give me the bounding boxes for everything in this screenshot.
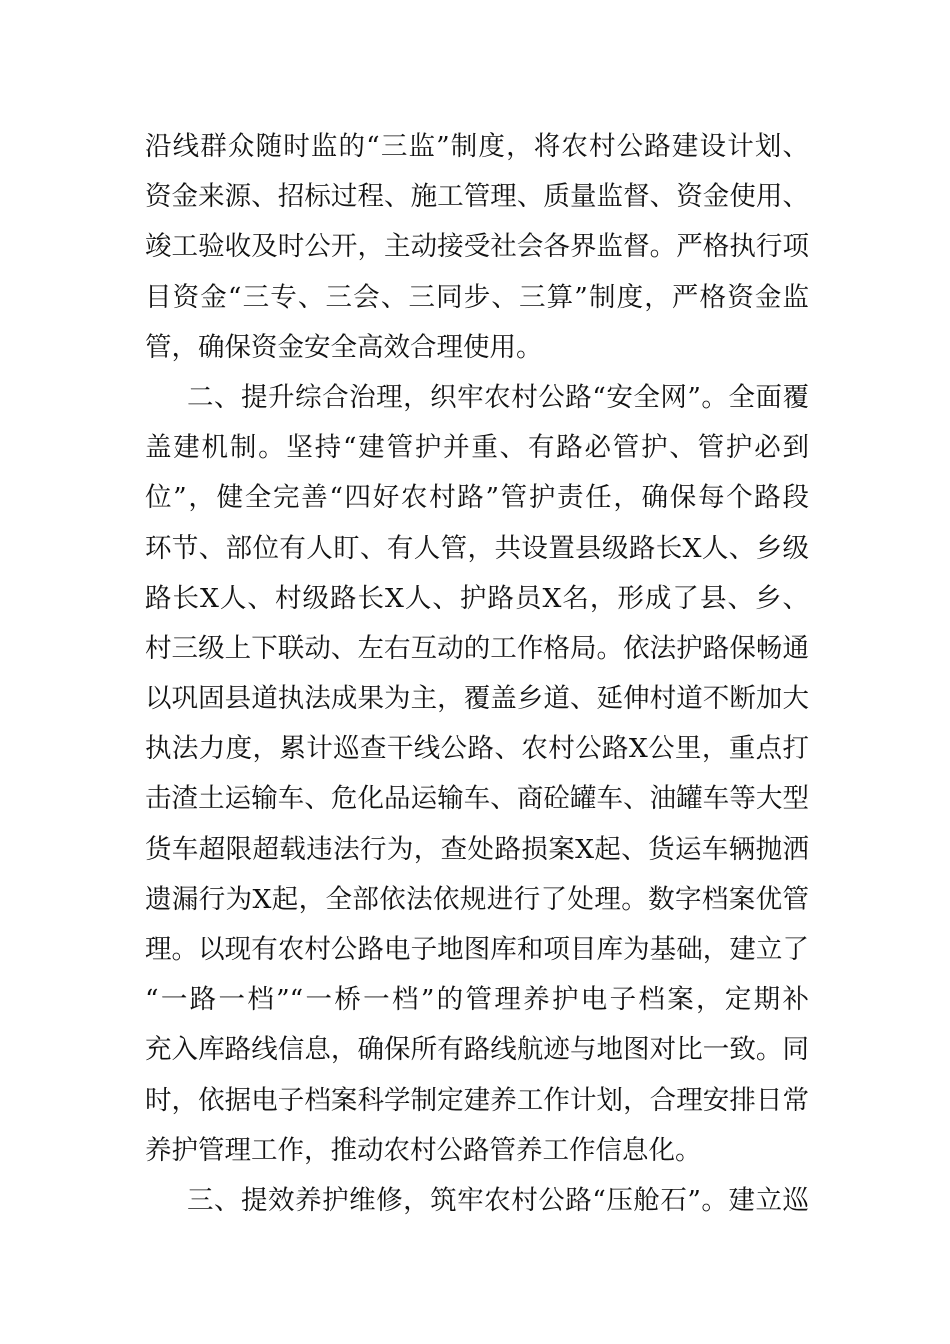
text-line-18: “一路一档”“一桥一档”的管理养护电子档案，定期补 [145,984,809,1016]
text-line-15: 货车超限超载违法行为，查处路损案X起、货运车辆抛洒 [145,833,809,865]
text-line-4: 目资金“三专、三会、三同步、三算”制度，严格资金监 [145,281,809,313]
text-line-3: 竣工验收及时公开，主动接受社会各界监督。严格执行项 [145,231,809,263]
text-line-14: 击渣土运输车、危化品运输车、商砼罐车、油罐车等大型 [145,783,809,815]
text-line-2: 资金来源、招标过程、施工管理、质量监督、资金使用、 [145,181,809,213]
body-text [145,122,809,1226]
text-line-5: 管，确保资金安全高效合理使用。 [145,331,543,363]
text-line-10: 路长X人、村级路长X人、护路员X名，形成了县、乡、 [145,582,809,614]
text-line-12: 以巩固县道执法成果为主，覆盖乡道、延伸村道不断加大 [145,683,809,715]
text-line-17: 理。以现有农村公路电子地图库和项目库为基础，建立了 [145,934,809,965]
text-line-20: 时，依据电子档案科学制定建养工作计划，合理安排日常 [145,1084,809,1116]
text-line-1: 沿线群众随时监的“三监”制度，将农村公路建设计划、 [145,131,809,162]
text-line-21: 养护管理工作，推动农村公路管养工作信息化。 [145,1134,702,1166]
text-line-13: 执法力度，累计巡查干线公路、农村公路X公里，重点打 [145,733,809,765]
text-line-7: 盖建机制。坚持“建管护并重、有路必管护、管护必到 [145,432,809,464]
section-heading-2: 二、提升综合治理，织牢农村公路“安全网”。全面覆 [187,381,809,413]
text-line-8: 位”，健全完善“四好农村路”管护责任，确保每个路段 [145,482,809,514]
text-line-19: 充入库路线信息，确保所有路线航迹与地图对比一致。同 [145,1034,809,1066]
text-line-11: 村三级上下联动、左右互动的工作格局。依法护路保畅通 [145,632,809,664]
text-line-9: 环节、部位有人盯、有人管，共设置县级路长X人、乡级 [145,532,809,564]
section-heading-3: 三、提效养护维修，筑牢农村公路“压舱石”。建立巡 [187,1184,809,1216]
text-line-16: 遗漏行为X起，全部依法依规进行了处理。数字档案优管 [145,883,809,915]
